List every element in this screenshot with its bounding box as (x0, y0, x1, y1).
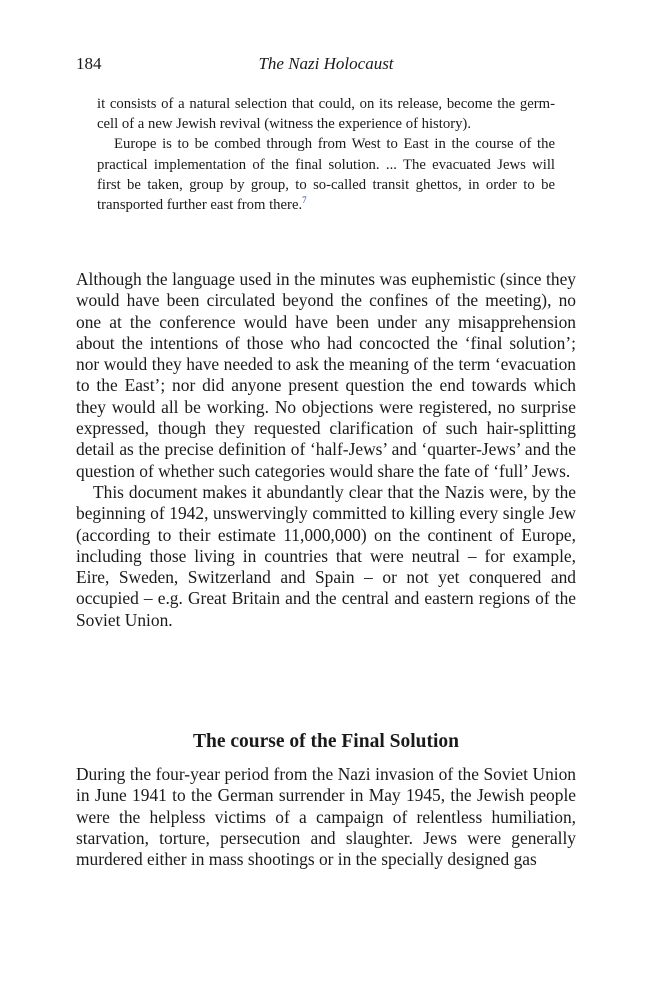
body-paragraph: During the four-year period from the Nazi invasion of the Soviet Union in June 1941 to the German surrender in May 1945, the Jewish people were the helpless victims of a campaign of relentless humiliation, starvation, torture, persecution and slaughter. Jews were generally murdered either in mass shootings or in the specially designed gas (76, 764, 576, 870)
section-body-text (76, 764, 576, 870)
quote-paragraph (97, 94, 555, 134)
body-paragraph: Although the language used in the minutes was euphemistic (since they would have been circulated beyond the confines of the meeting), no one at the conference would have been under any misapprehension about the intentions of those who had concocted the ‘final solution’; nor would they have needed to ask the meaning of the term ‘evacuation to the East’; nor did anyone present question the end towards which they would all be working. No objections were registered, no surprise expressed, though they requested clarification of such hair-splitting detail as the precise definition of ‘half-Jews’ and ‘quarter-Jews’ and the question of whether such categories would share the fate of ‘full’ Jews. (76, 269, 576, 481)
running-head (76, 52, 576, 76)
body-text (76, 269, 576, 631)
body-paragraph: This document makes it abundantly clear that the Nazis were, by the beginning of 1942, unswervingly committed to killing every single Jew (according to their estimate 11,000,000) on the continent of Europe, including those living in countries that were neutral – for example, Eire, Sweden, Switzerland and Spain – or not yet conquered and occupied – e.g. Great Britain and the central and eastern regions of the Soviet Union. (76, 481, 576, 630)
quote-paragraph-text: Europe is to be combed through from West to East in the course of the practical implementation of the final solution. ... The evacuated Jews will first be taken, group by group, to so-called transit ghettos, in order to be transported further east from there. (97, 136, 555, 214)
section-heading: The course of the Final Solution (193, 731, 459, 752)
page-number: 184 (76, 54, 102, 73)
block-quote (97, 94, 555, 215)
running-title: The Nazi Holocaust (258, 54, 394, 73)
footnote-reference[interactable]: 7 (302, 195, 307, 206)
quote-paragraph-text: it consists of a natural selection that could, on its release, become the germ-cell of a new Jewish revival (witness the experience of history). (97, 96, 555, 133)
quote-paragraph (97, 134, 555, 215)
